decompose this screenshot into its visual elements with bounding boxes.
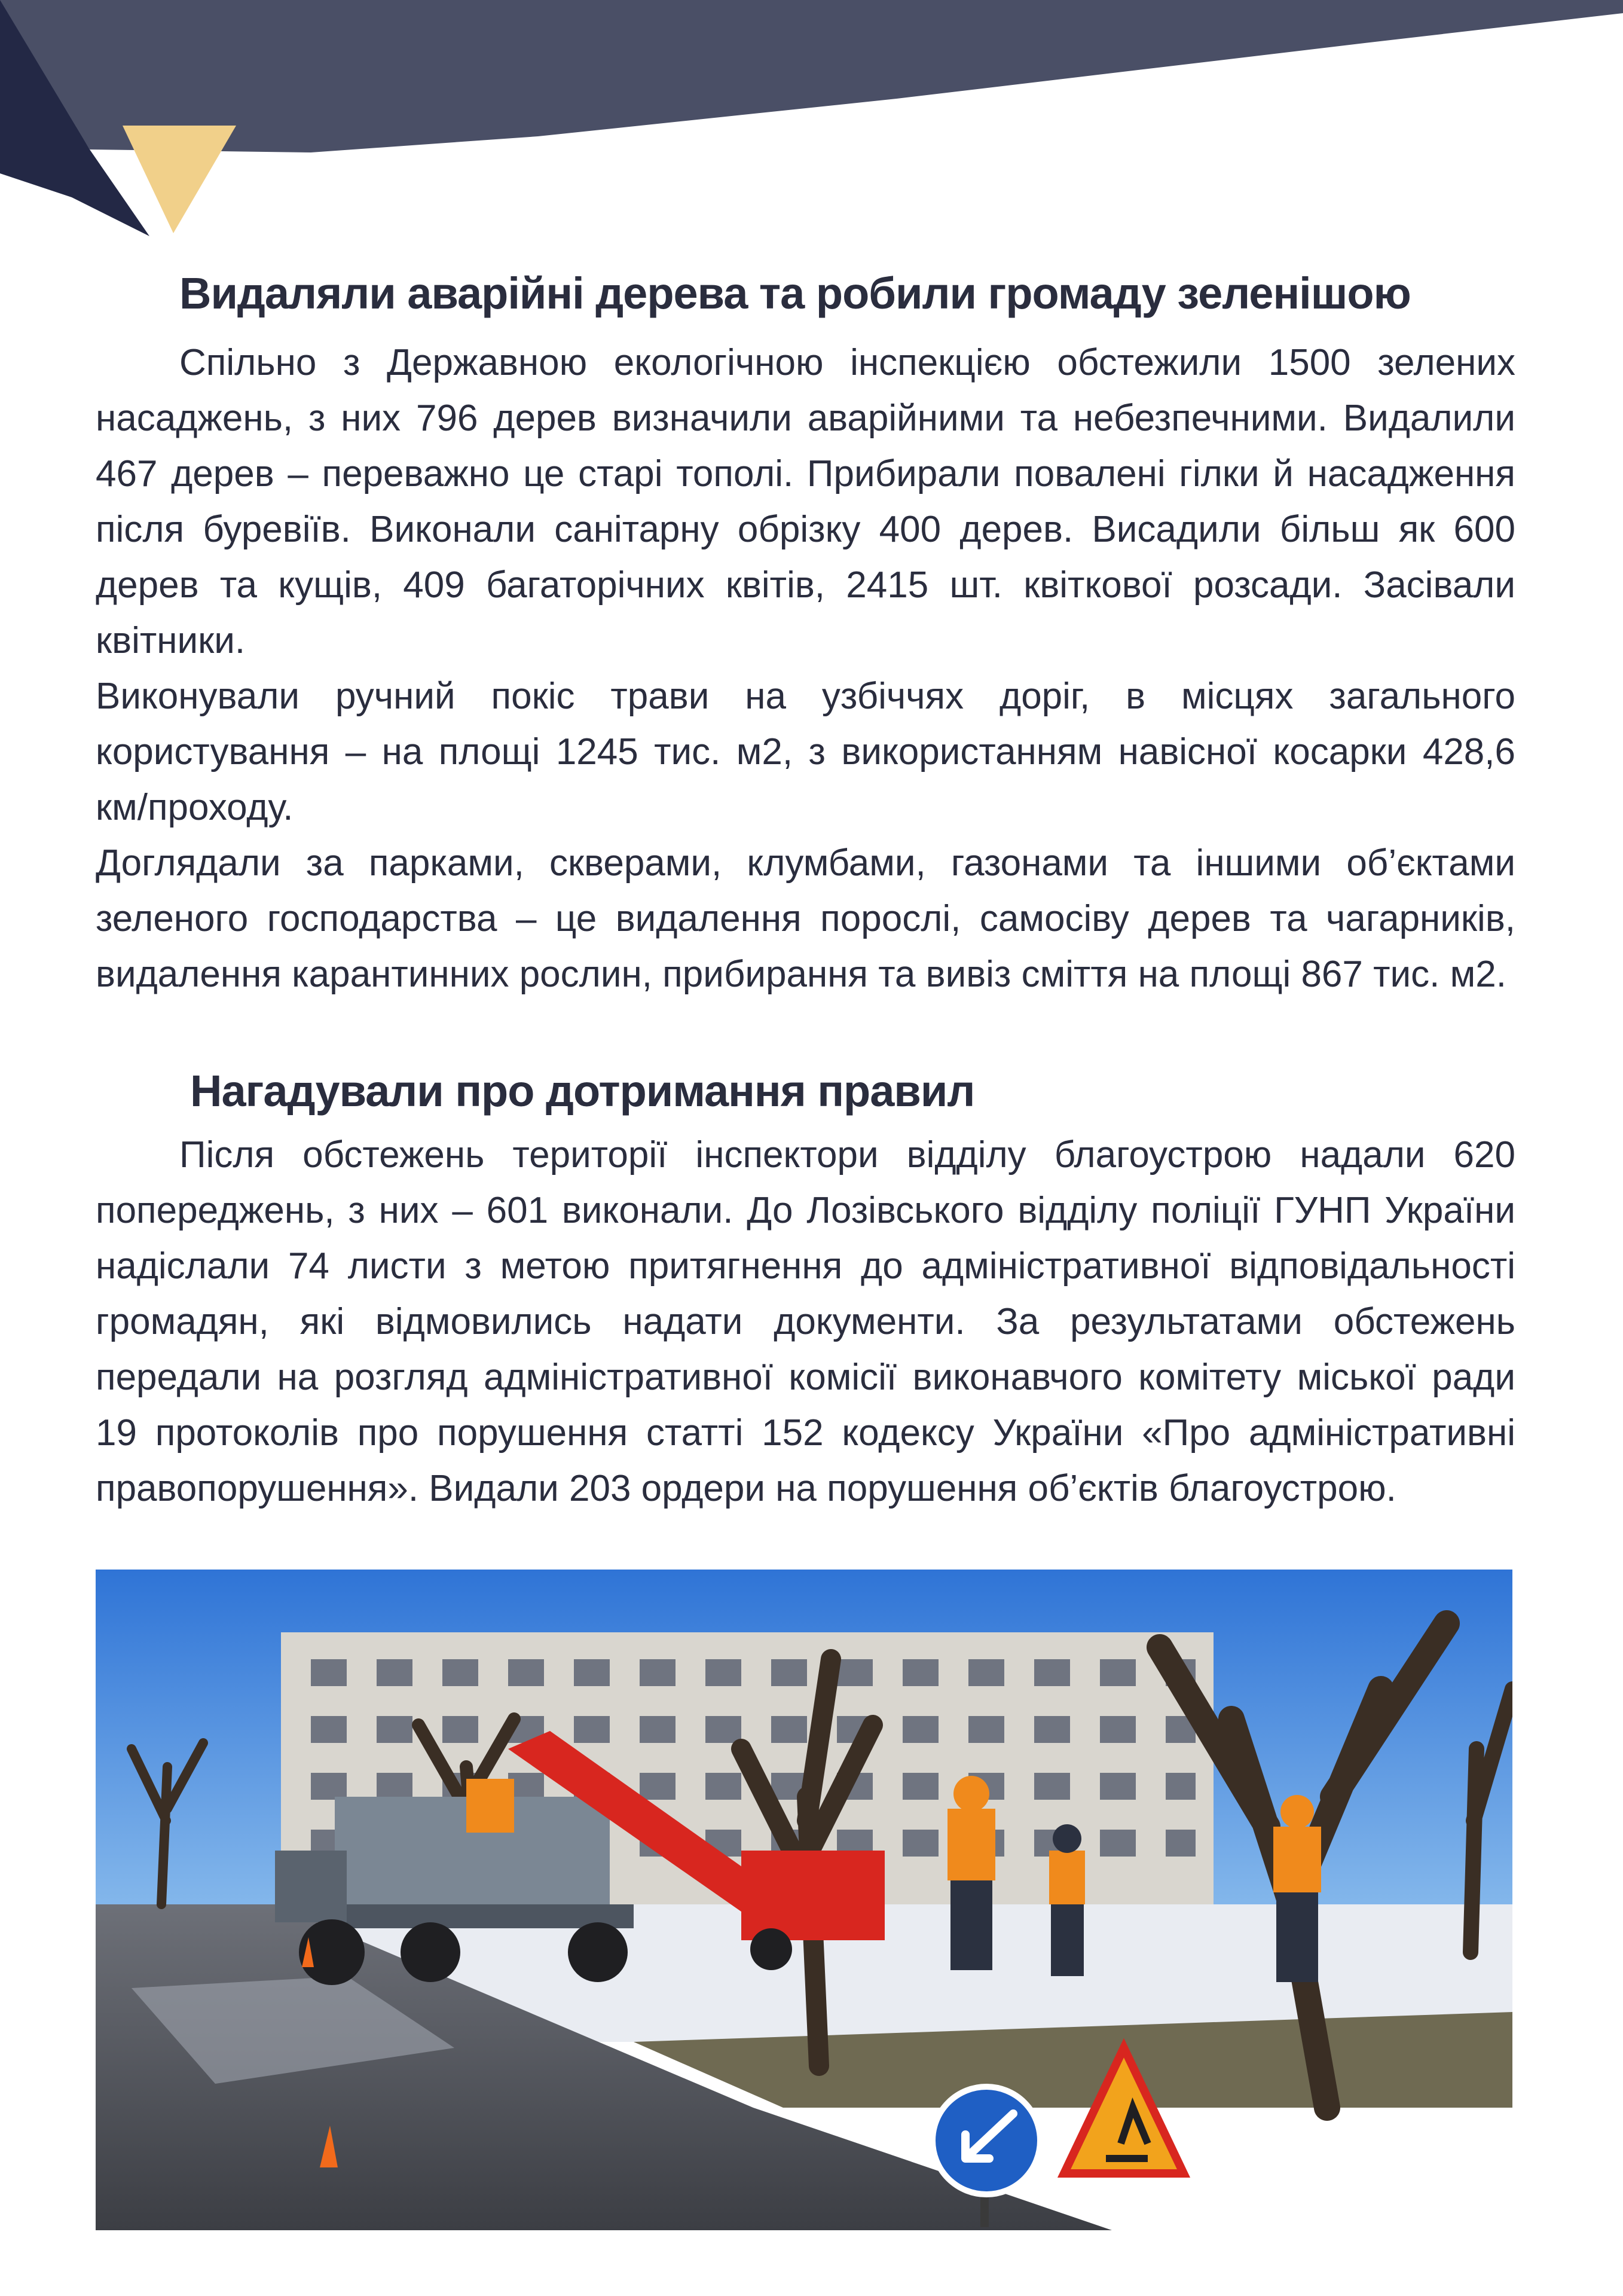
header-banner [0, 0, 1623, 251]
section-body-rules [96, 1127, 1515, 1516]
banner-slate-band [0, 0, 1623, 152]
section-title-trees: Видаляли аварійні дерева та робили громаду зеленішою [179, 268, 1411, 318]
paragraph: Після обстежень території інспектори відділу благоустрою надали 620 попереджень, з них – 601 виконали. До Лозівського відділу поліції ГУНП України надіслали 74 листи з метою притягнення до адміністративної відповідальності громадян, які відмовились надати документи. За результатами обстежень передали на розгляд адміністративної комісії виконавчого комітету міської ради 19 протоколів про порушення статті 152 кодексу України «Про адміністративні правопорушення». Видали 203 ордери на порушення об’єктів благоустрою. [96, 1134, 1515, 1509]
banner-gold-triangle [123, 126, 236, 233]
paragraph: Спільно з Державною екологічною інспекцією обстежили 1500 зелених насаджень, з них 796 дерев визначили аварійними та небезпечними. Видалили 467 дерев – переважно це старі тополі. Прибирали повалені гілки й насадження після буревіїв. Виконали санітарну обрізку 400 дерев. Висадили більш як 600 дерев та кущів, 409 багаторічних квітів, 2415 шт. квіткової розсади. Засівали квітники. [96, 342, 1515, 661]
photo-illustration [96, 1570, 1512, 2230]
section-title-rules: Нагадували про дотримання правил [190, 1066, 975, 1116]
paragraph: Виконували ручний покіс трави на узбіччях доріг, в місцях загального користування – на площі 1245 тис. м2, з використанням навісної косарки 428,6 км/проходу. [96, 676, 1515, 828]
street-works-photo [96, 1570, 1512, 2230]
section-body-trees [96, 335, 1515, 1002]
paragraph: Доглядали за парками, скверами, клумбами, газонами та іншими об’єктами зеленого господарства – це видалення порослі, самосіву дерев та чагарників, видалення карантинних рослин, прибирання та вивіз сміття на площі 867 тис. м2. [96, 842, 1515, 995]
